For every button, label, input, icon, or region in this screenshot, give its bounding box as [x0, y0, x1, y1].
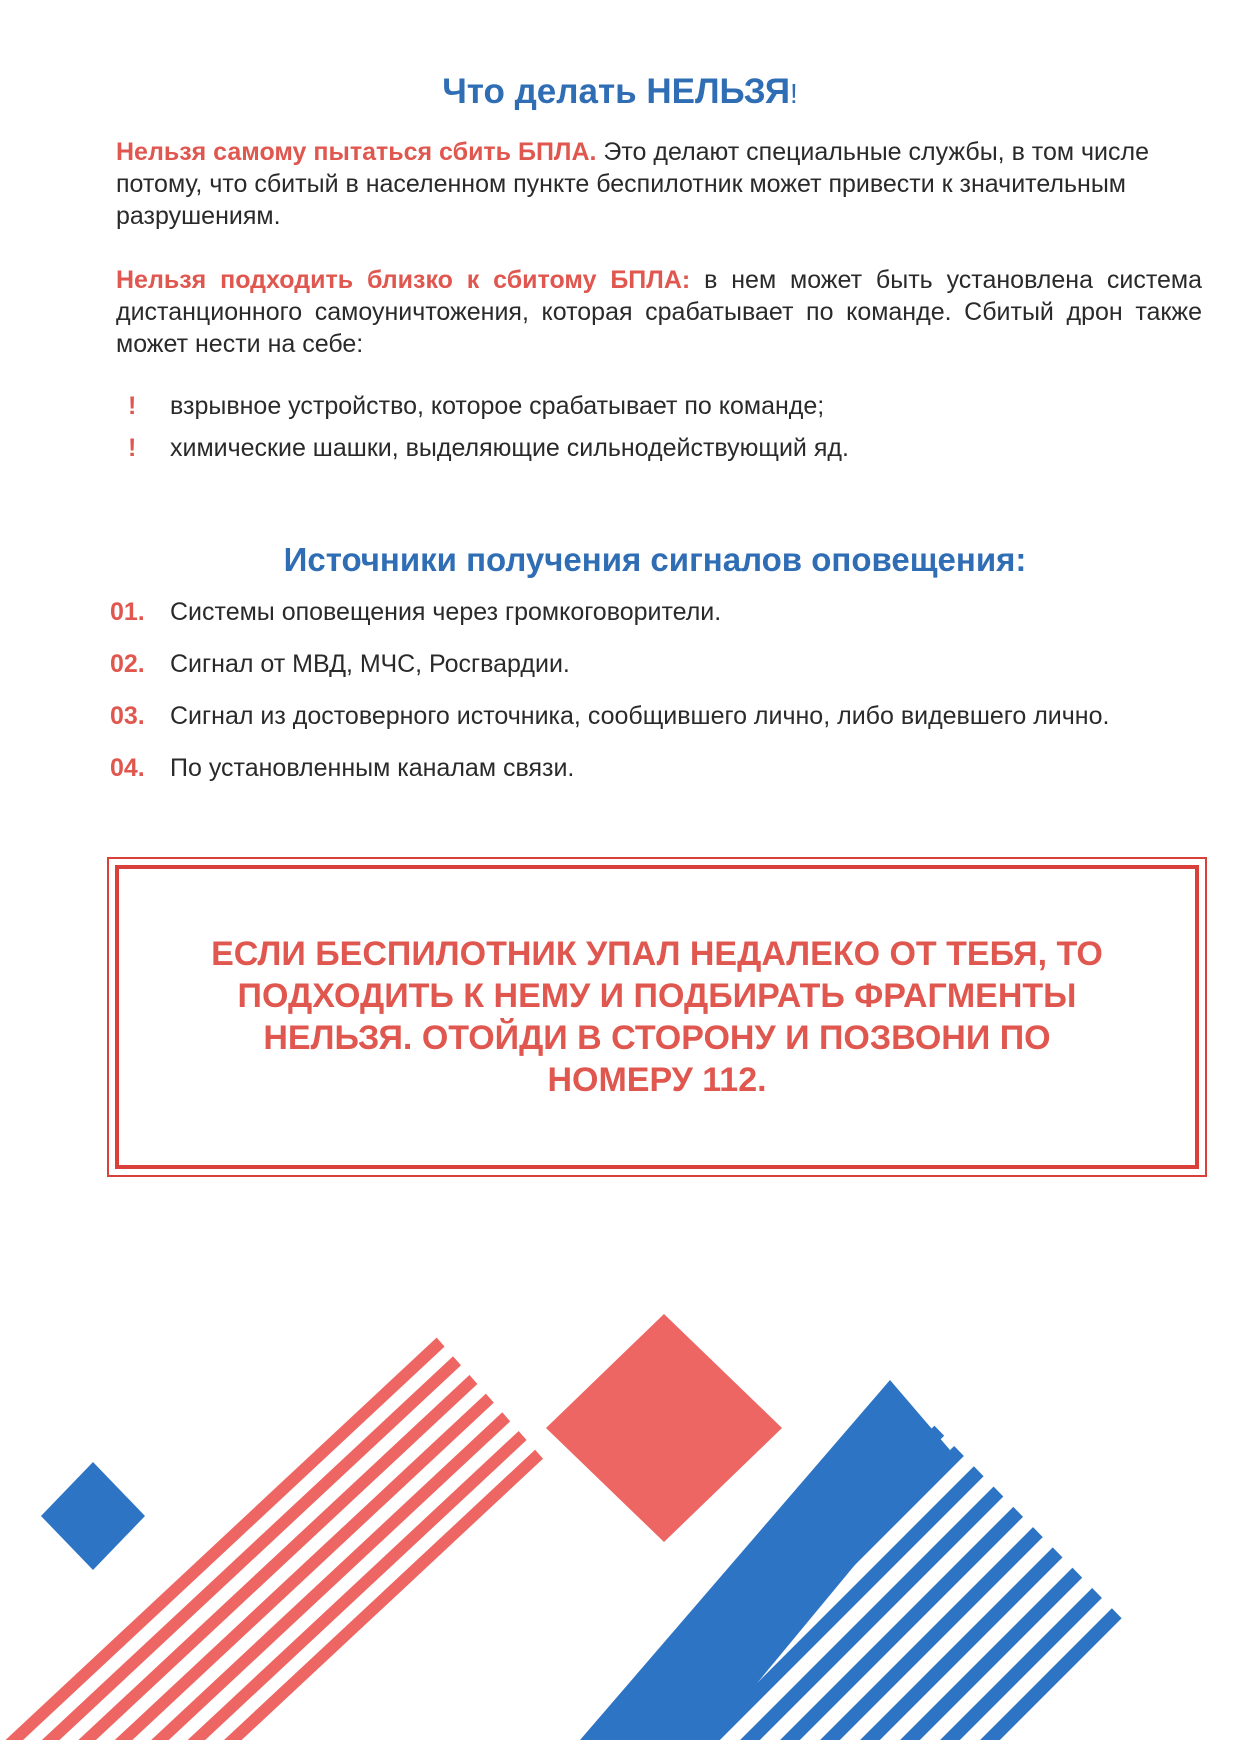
list-item: [110, 700, 1109, 752]
exclamation-icon: !: [128, 392, 137, 420]
list-item-text: Сигнал из достоверного источника, сообщившего лично, либо видевшего лично.: [170, 702, 1110, 730]
paragraph-lead: Нельзя самому пытаться сбить БПЛА.: [116, 138, 597, 166]
list-number: 03.: [110, 702, 145, 730]
list-item-text: Сигнал от МВД, МЧС, Росгвардии.: [170, 650, 570, 678]
paragraph-text: Это делают специальные службы, в том числе потому, что сбитый в населенном пункте беспилотник может привести к значительным разрушениям.: [116, 138, 1149, 230]
paragraph-do-not-shoot: [116, 136, 1202, 232]
blue-stripe: [940, 1310, 1240, 1750]
warning-text: ЕСЛИ БЕСПИЛОТНИК УПАЛ НЕДАЛЕКО ОТ ТЕБЯ, ТО ПОДХОДИТЬ К НЕМУ И ПОДБИРАТЬ ФРАГМЕНТЫ НЕЛЬЗЯ. ОТОЙДИ В СТОРОНУ И ПОЗВОНИ ПО НОМЕРУ 112.: [211, 935, 1103, 1099]
blue-diamond-shape: [41, 1462, 145, 1570]
blue-stripe: [980, 1310, 1240, 1750]
paragraph-text: в нем может быть установлена система дистанционного самоуничтожения, которая срабатывает по команде. Сбитый дрон также может нести на себе:: [116, 266, 1202, 358]
red-diamond-shape: [546, 1314, 782, 1542]
list-number: 01.: [110, 598, 145, 626]
warning-box-inner: [115, 865, 1199, 1169]
list-item-text: По установленным каналам связи.: [170, 754, 575, 782]
list-item: [128, 386, 849, 428]
list-item: [110, 752, 1109, 804]
sources-title: Источники получения сигналов оповещения:: [283, 541, 1027, 578]
list-item-text: Системы оповещения через громкоговорители.: [170, 598, 722, 626]
list-item: [110, 648, 1109, 700]
decorative-mountains-art: [0, 1290, 1240, 1754]
list-number: 02.: [110, 650, 145, 678]
paragraph-lead: Нельзя подходить близко к сбитому БПЛА:: [116, 266, 691, 294]
list-number: 04.: [110, 754, 145, 782]
paragraph-do-not-approach: [116, 264, 1202, 360]
page-title-text: Что делать НЕЛЬЗЯ: [442, 72, 791, 111]
list-item: [110, 596, 1109, 648]
list-item: [128, 428, 849, 470]
page-title: [0, 72, 1240, 112]
warning-box: [107, 857, 1207, 1177]
exclamation-icon: !: [128, 434, 137, 462]
list-item-text: химические шашки, выделяющие сильнодействующий яд.: [170, 434, 849, 462]
sources-list: [110, 596, 1109, 804]
danger-list: [128, 386, 849, 470]
list-item-text: взрывное устройство, которое срабатывает по команде;: [170, 392, 825, 420]
page-title-exclamation: !: [790, 78, 798, 109]
